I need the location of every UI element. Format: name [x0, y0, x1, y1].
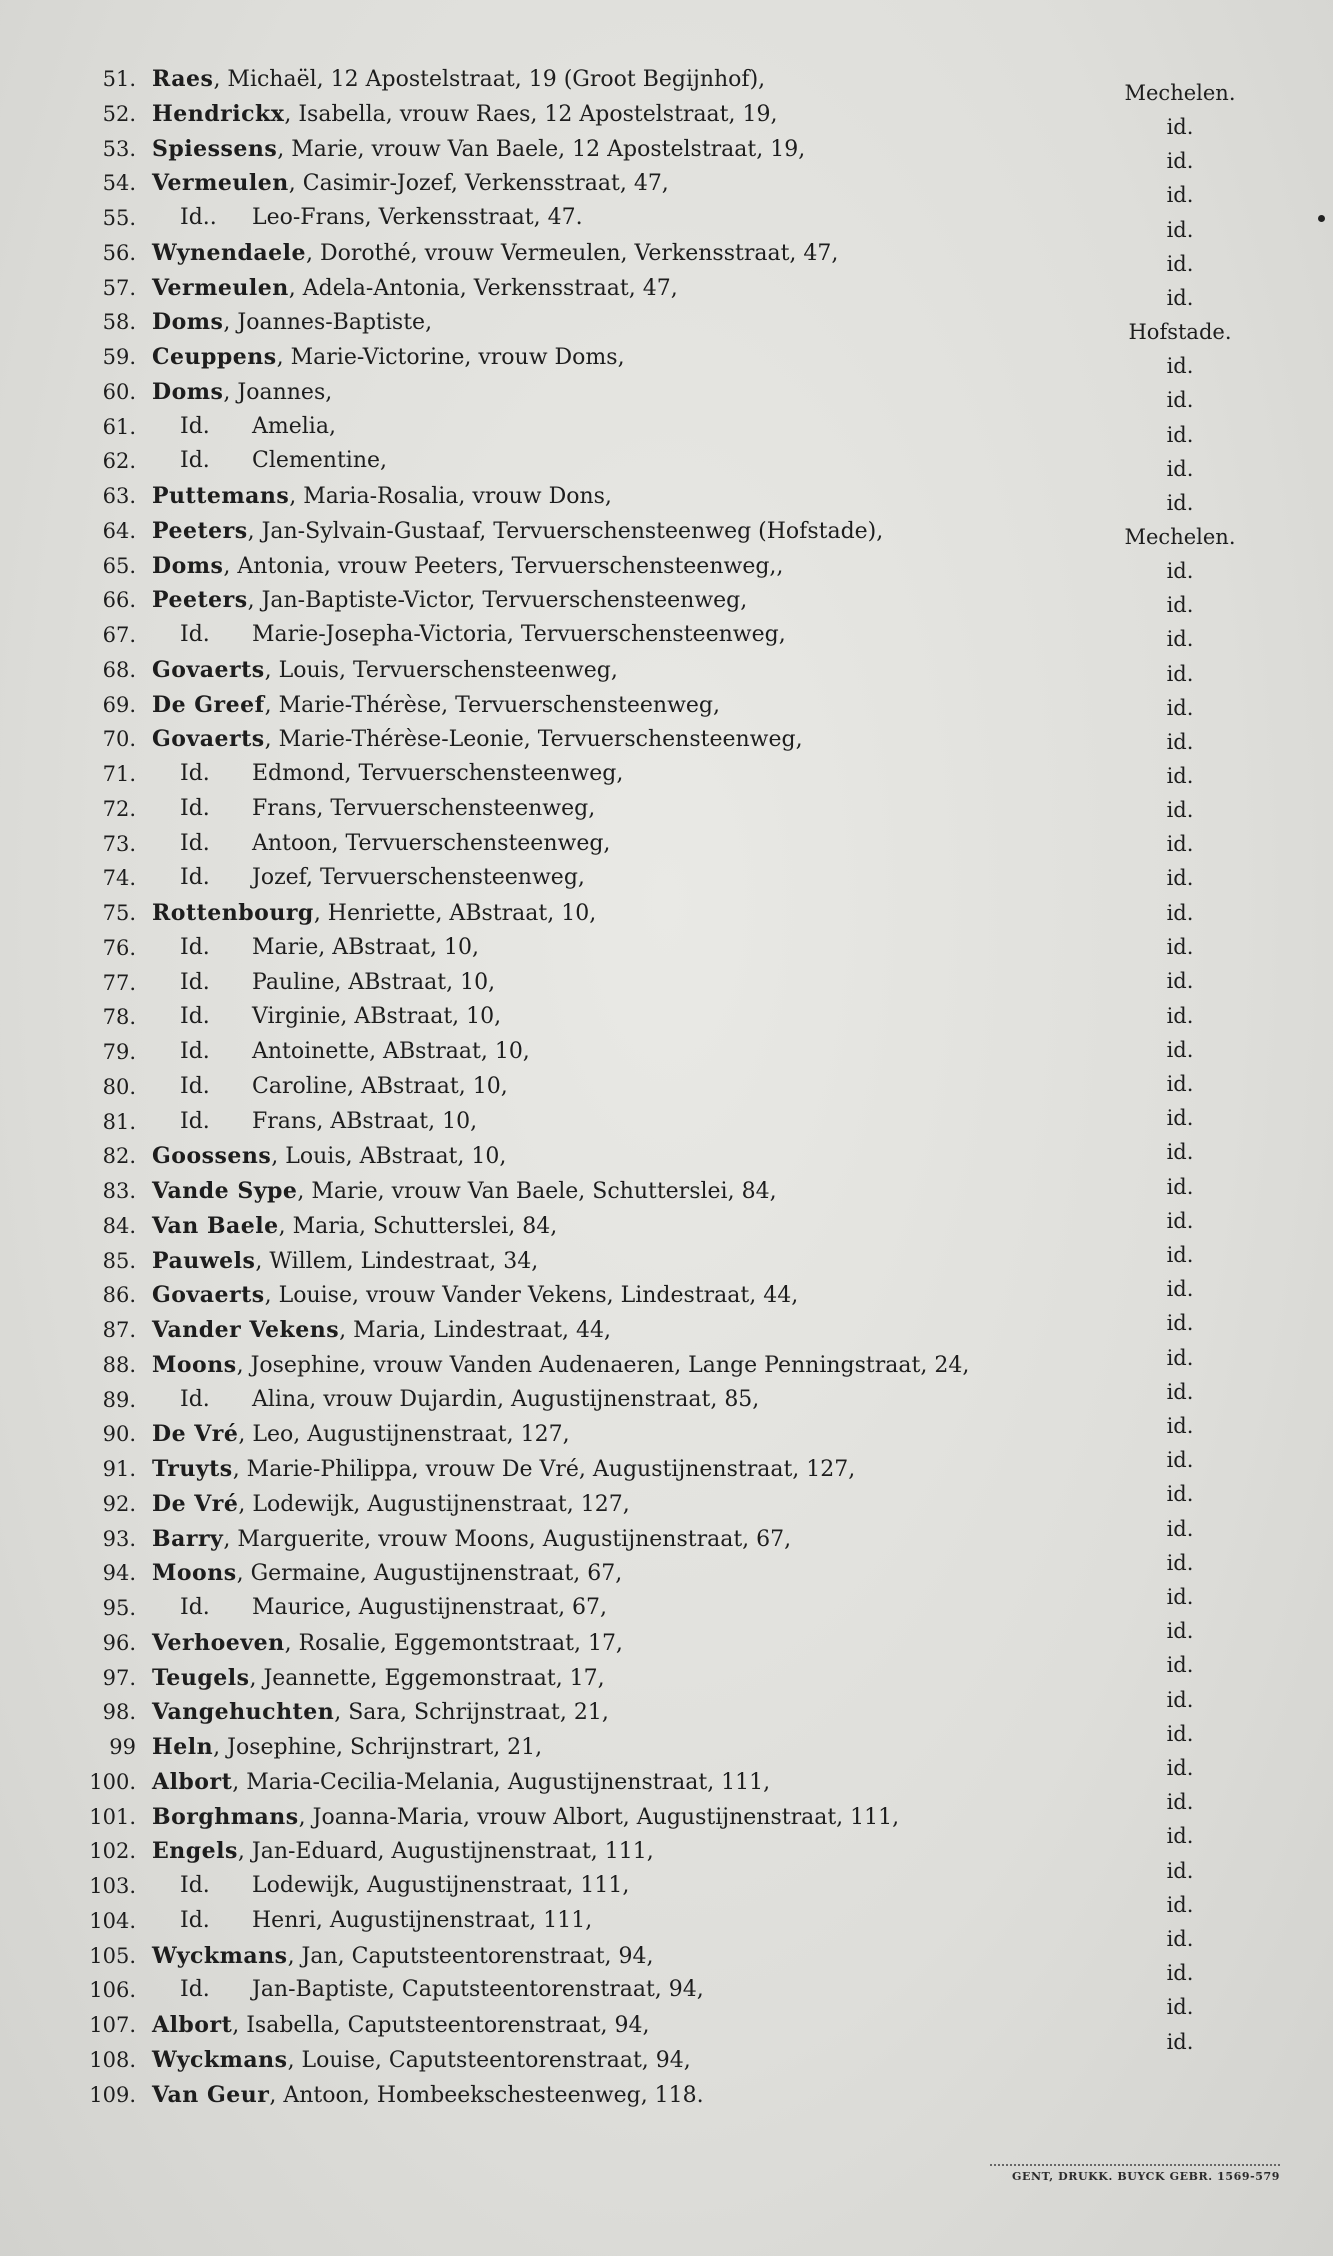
- entry-number: 75.: [102, 901, 136, 925]
- entry-place: id.: [1166, 1653, 1194, 1678]
- entry-number: 101.: [89, 1804, 136, 1829]
- entry-details: , Marie, vrouw Van Baele, Schutterslei, 84,: [297, 1179, 777, 1204]
- entry-number: 91.: [102, 1457, 136, 1481]
- entry-number: 73.: [102, 831, 136, 856]
- entry-id-prefix: Id.: [180, 622, 210, 647]
- entry-details: Jozef, Tervuerschensteenweg,: [252, 865, 585, 891]
- entry-number: 53.: [102, 136, 136, 161]
- entry-number: 69.: [102, 692, 136, 717]
- entry-row: [0, 2078, 1333, 2112]
- entry-text: [152, 375, 332, 410]
- entry-place: id.: [1166, 1243, 1194, 1267]
- entry-text: [152, 1000, 501, 1034]
- entry-place: id.: [1166, 1585, 1194, 1609]
- entry-text: [152, 1105, 477, 1139]
- entry-text: [152, 97, 777, 132]
- entry-surname: Albort: [152, 2012, 233, 2038]
- entry-id-prefix: Id.: [180, 795, 210, 821]
- entry-text: [152, 1209, 557, 1244]
- entry-surname: Ceuppens: [152, 344, 277, 370]
- entry-text: [152, 479, 612, 514]
- entry-place: id.: [1166, 1174, 1194, 1199]
- entry-surname: Albort: [152, 1768, 233, 1795]
- entry-surname: Verhoeven: [152, 1629, 285, 1656]
- entry-number: 100.: [89, 1769, 136, 1794]
- entry-details: , Joannes-Baptiste,: [223, 310, 433, 336]
- entry-place: id.: [1166, 1550, 1194, 1575]
- printer-imprint: GENT, DRUKK. BUYCK GEBR. 1569-579: [1012, 2170, 1281, 2183]
- entry-details: , Isabella, Caputsteentorenstraat, 94,: [232, 2013, 650, 2038]
- entry-number: 105.: [89, 1943, 136, 1968]
- entry-details: , Rosalie, Eggemontstraat, 17,: [284, 1630, 623, 1656]
- entry-text: [152, 340, 625, 375]
- entry-text: [152, 757, 623, 791]
- entry-text: [152, 514, 883, 549]
- entry-details: , Jan-Eduard, Augustijnenstraat, 111,: [237, 1839, 654, 1865]
- entry-number: 67.: [102, 623, 136, 647]
- entry-details: , Isabella, vrouw Raes, 12 Apostelstraat, 19,: [284, 101, 778, 127]
- entry-surname: Doms: [152, 309, 224, 336]
- entry-id-prefix: Id.: [180, 1907, 210, 1933]
- margin-dot: [1318, 215, 1325, 222]
- entry-place: id.: [1166, 798, 1194, 823]
- entry-surname: Heln: [152, 1734, 214, 1760]
- entry-number: 63.: [102, 484, 136, 508]
- entry-number: 81.: [102, 1109, 136, 1134]
- entry-text: [152, 722, 803, 757]
- entry-text: [152, 1626, 623, 1661]
- entry-text: [152, 861, 585, 895]
- entry-number: 70.: [102, 727, 136, 752]
- entry-text: [152, 2078, 704, 2113]
- entry-details: , Dorothé, vrouw Vermeulen, Verkensstraat, 47,: [305, 240, 839, 266]
- entry-text: [152, 444, 387, 478]
- entry-details: , Marie, vrouw Van Baele, 12 Apostelstraat, 19,: [277, 136, 806, 162]
- entry-number: 56.: [102, 240, 136, 265]
- entry-place: id.: [1166, 969, 1194, 994]
- entry-place: id.: [1166, 388, 1194, 413]
- entry-details: , Casimir-Jozef, Verkensstraat, 47,: [288, 171, 669, 197]
- entry-details: , Joannes,: [223, 379, 333, 405]
- entry-place: id.: [1166, 1003, 1194, 1028]
- entry-number: 52.: [102, 101, 136, 126]
- entry-place: Mechelen.: [1124, 81, 1236, 105]
- entry-place: id.: [1166, 354, 1194, 379]
- entry-number: 96.: [102, 1630, 136, 1655]
- entry-id-prefix: Id.: [180, 1595, 210, 1620]
- entry-place: id.: [1166, 490, 1194, 515]
- entry-details: Virginie, ABstraat, 10,: [252, 1004, 502, 1030]
- entry-details: Alina, vrouw Dujardin, Augustijnenstraat, 85,: [252, 1386, 760, 1412]
- entry-place: id.: [1166, 1482, 1194, 1507]
- entry-place: id.: [1166, 1516, 1194, 1541]
- entry-place: id.: [1166, 593, 1194, 618]
- entry-place: id.: [1166, 149, 1194, 174]
- entry-number: 97.: [102, 1665, 136, 1690]
- entry-surname: Wynendaele: [152, 239, 306, 266]
- entry-details: , Jan-Baptiste-Victor, Tervuerschensteenweg,: [247, 588, 748, 614]
- entry-surname: Barry: [152, 1525, 224, 1552]
- entry-text: [152, 1313, 611, 1348]
- entry-number: 82.: [102, 1144, 136, 1169]
- entry-surname: Goossens: [152, 1143, 272, 1170]
- entry-number: 84.: [102, 1213, 136, 1238]
- entry-number: 107.: [89, 2013, 136, 2037]
- entry-id-prefix: Id.: [180, 448, 210, 474]
- entry-text: [152, 132, 805, 167]
- entry-place: id.: [1166, 422, 1194, 447]
- entry-details: , Antonia, vrouw Peeters, Tervuerschensteenweg,,: [223, 553, 784, 579]
- entry-id-prefix: Id.: [180, 413, 210, 439]
- entry-surname: Vermeulen: [152, 274, 289, 301]
- entry-number: 95.: [102, 1596, 136, 1620]
- entry-text: [152, 792, 595, 826]
- entry-number: 98.: [102, 1700, 136, 1725]
- entry-details: Amelia,: [252, 413, 336, 439]
- entry-surname: Van Geur: [152, 2081, 270, 2108]
- entry-details: Leo-Frans, Verkensstraat, 47.: [252, 205, 583, 230]
- entry-number: 78.: [102, 1005, 136, 1030]
- entry-text: [152, 1244, 538, 1279]
- entry-text: [152, 1973, 704, 2007]
- entry-details: , Henriette, ABstraat, 10,: [313, 901, 597, 926]
- entry-text: [152, 410, 336, 444]
- entry-number: 54.: [102, 171, 136, 196]
- entry-text: [152, 653, 618, 688]
- entry-text: [152, 1383, 759, 1417]
- entry-place: Mechelen.: [1124, 524, 1236, 549]
- entry-place: id.: [1166, 832, 1194, 857]
- entry-number: 85.: [102, 1248, 136, 1273]
- entry-surname: Govaerts: [152, 1282, 265, 1309]
- entry-place: id.: [1166, 1721, 1194, 1746]
- entry-text: [152, 236, 838, 271]
- entry-details: Frans, Tervuerschensteenweg,: [252, 795, 596, 821]
- entry-details: , Leo, Augustijnenstraat, 127,: [238, 1422, 570, 1448]
- entry-place: id.: [1166, 1790, 1194, 1815]
- entry-number: 109.: [89, 2082, 136, 2107]
- entry-surname: Hendrickx: [152, 100, 285, 127]
- entry-id-prefix: Id.: [180, 1108, 210, 1134]
- entry-text: [152, 1591, 607, 1625]
- entry-details: Antoon, Tervuerschensteenweg,: [252, 830, 611, 856]
- entry-text: [152, 1035, 530, 1069]
- entry-details: , Jan, Caputsteentorenstraat, 94,: [287, 1943, 654, 1969]
- entry-surname: Pauwels: [152, 1247, 256, 1274]
- entry-text: [152, 305, 432, 340]
- entry-place: id.: [1166, 1927, 1194, 1951]
- entry-place: id.: [1166, 1995, 1194, 2020]
- entry-number: 71.: [102, 762, 136, 786]
- entry-number: 99: [109, 1735, 136, 1759]
- entry-place: id.: [1166, 183, 1194, 208]
- entry-details: , Louise, vrouw Vander Vekens, Lindestraat, 44,: [264, 1283, 799, 1309]
- entry-surname: Wyckmans: [152, 1942, 288, 1969]
- entry-number: 93.: [102, 1526, 136, 1551]
- entry-details: , Marguerite, vrouw Moons, Augustijnenstraat, 67,: [223, 1526, 792, 1552]
- entry-place: id.: [1166, 115, 1194, 140]
- entry-surname: Puttemans: [152, 483, 290, 509]
- entry-id-prefix: Id.: [180, 1004, 210, 1030]
- entry-text: [152, 166, 669, 201]
- entry-text: [152, 62, 765, 97]
- entry-text: [152, 271, 678, 306]
- entry-place: id.: [1166, 1379, 1194, 1404]
- entry-place: id.: [1166, 1311, 1194, 1336]
- entry-number: 90.: [102, 1422, 136, 1447]
- entry-number: 76.: [102, 935, 136, 960]
- entry-details: , Willem, Lindestraat, 34,: [255, 1248, 539, 1274]
- entry-surname: Govaerts: [152, 726, 265, 753]
- entry-text: [152, 1695, 609, 1730]
- entry-number: 74.: [102, 866, 136, 891]
- entry-id-prefix: Id.: [180, 865, 210, 891]
- entry-place: id.: [1166, 729, 1194, 754]
- entry-number: 60.: [102, 379, 136, 404]
- entry-surname: Rottenbourg: [152, 900, 314, 926]
- entry-details: , Maria-Rosalia, vrouw Dons,: [289, 484, 612, 509]
- entry-place: id.: [1166, 901, 1194, 925]
- entry-text: [152, 618, 786, 652]
- entry-place: id.: [1166, 764, 1194, 788]
- entry-text: [152, 2008, 649, 2043]
- entry-place: id.: [1166, 1140, 1194, 1165]
- entry-text: [152, 1869, 629, 1903]
- entry-place: id.: [1166, 2029, 1194, 2054]
- entry-surname: Truyts: [152, 1456, 233, 1482]
- entry-place: id.: [1166, 559, 1194, 584]
- entry-place: id.: [1166, 1345, 1194, 1370]
- entry-number: 58.: [102, 310, 136, 335]
- entry-surname: Peeters: [152, 587, 248, 614]
- entry-id-prefix: Id.: [180, 761, 210, 786]
- entry-place: id.: [1166, 1892, 1194, 1917]
- entry-details: , Louis, Tervuerschensteenweg,: [264, 657, 618, 683]
- entry-number: 61.: [102, 414, 136, 439]
- entry-place: id.: [1166, 1414, 1194, 1438]
- entry-details: , Maria, Schutterslei, 84,: [278, 1213, 558, 1239]
- entry-details: Lodewijk, Augustijnenstraat, 111,: [252, 1873, 630, 1898]
- entry-id-prefix: Id.: [180, 1386, 210, 1412]
- entry-place: id.: [1166, 1619, 1194, 1644]
- entry-details: , Marie-Thérèse-Leonie, Tervuerschensteenweg,: [264, 727, 803, 753]
- entry-place: id.: [1166, 1106, 1194, 1131]
- entry-place: id.: [1166, 1858, 1194, 1883]
- entry-number: 64.: [102, 518, 136, 543]
- entry-number: 59.: [102, 345, 136, 369]
- entry-number: 86.: [102, 1283, 136, 1308]
- entry-details: , Jeannette, Eggemonstraat, 17,: [249, 1665, 605, 1691]
- entry-surname: Wyckmans: [152, 2046, 288, 2073]
- entry-details: Henri, Augustijnenstraat, 111,: [252, 1907, 593, 1933]
- entry-place: id.: [1166, 1756, 1194, 1780]
- entry-details: , Lodewijk, Augustijnenstraat, 127,: [238, 1491, 630, 1517]
- entry-text: [152, 1522, 791, 1557]
- entry-number: 103.: [89, 1874, 136, 1898]
- entry-place: id.: [1166, 661, 1194, 686]
- entry-details: Frans, ABstraat, 10,: [252, 1108, 478, 1134]
- entry-details: Maurice, Augustijnenstraat, 67,: [252, 1595, 608, 1620]
- entry-place: id.: [1166, 1687, 1194, 1712]
- entry-details: Antoinette, ABstraat, 10,: [252, 1039, 530, 1064]
- entry-place: id.: [1166, 285, 1194, 310]
- entry-place: id.: [1166, 866, 1194, 891]
- entry-details: , Sara, Schrijnstraat, 21,: [334, 1700, 609, 1726]
- entry-place: id.: [1166, 217, 1194, 242]
- entry-details: , Jan-Sylvain-Gustaaf, Tervuerschensteenweg (Hofstade),: [247, 518, 884, 544]
- entry-text: [152, 1348, 969, 1383]
- entry-number: 79.: [102, 1040, 136, 1064]
- entry-number: 65.: [102, 553, 136, 578]
- entry-id-prefix: Id..: [180, 205, 217, 230]
- entry-text: [152, 1661, 605, 1696]
- entry-number: 83.: [102, 1179, 136, 1203]
- entry-details: , Adela-Antonia, Verkensstraat, 47,: [288, 275, 678, 301]
- footer-rule: [990, 2164, 1280, 2166]
- entry-number: 55.: [102, 206, 136, 230]
- entry-place: id.: [1166, 1277, 1194, 1302]
- entry-id-prefix: Id.: [180, 969, 210, 995]
- entry-details: , Joanna-Maria, vrouw Albort, Augustijnenstraat, 111,: [298, 1804, 900, 1830]
- entry-details: , Maria, Lindestraat, 44,: [339, 1318, 612, 1343]
- entry-number: 88.: [102, 1352, 136, 1377]
- entry-details: , Marie-Victorine, vrouw Doms,: [276, 345, 625, 370]
- entry-text: [152, 931, 479, 965]
- entry-text: [152, 549, 783, 584]
- entry-surname: Teugels: [152, 1664, 250, 1691]
- entry-number: 102.: [89, 1839, 136, 1864]
- entry-number: 89.: [102, 1387, 136, 1412]
- entry-details: Marie-Josepha-Victoria, Tervuerschensteenweg,: [252, 622, 786, 647]
- entry-text: [152, 1834, 654, 1869]
- entry-details: , Germaine, Augustijnenstraat, 67,: [236, 1561, 623, 1587]
- entry-number: 92.: [102, 1491, 136, 1516]
- entry-surname: Peeters: [152, 517, 248, 544]
- entry-text: [152, 1800, 899, 1835]
- entry-text: [152, 1556, 622, 1591]
- entry-number: 80.: [102, 1074, 136, 1099]
- entry-place: id.: [1166, 456, 1194, 481]
- entry-surname: Raes: [152, 66, 214, 92]
- entry-text: [152, 827, 610, 861]
- entry-surname: Borghmans: [152, 1803, 299, 1830]
- entry-id-prefix: Id.: [180, 830, 210, 856]
- entry-details: Clementine,: [252, 448, 387, 474]
- entry-id-prefix: Id.: [180, 934, 210, 960]
- entry-details: Pauline, ABstraat, 10,: [252, 969, 496, 995]
- entry-text: [152, 1139, 506, 1174]
- entry-surname: De Vré: [152, 1490, 239, 1517]
- entry-id-prefix: Id.: [180, 1977, 210, 2003]
- entry-text: [152, 1278, 798, 1313]
- entry-details: , Louise, Caputsteentorenstraat, 94,: [287, 2047, 691, 2073]
- entry-place: id.: [1166, 1824, 1194, 1849]
- entry-details: , Louis, ABstraat, 10,: [271, 1144, 507, 1170]
- entry-details: , Marie-Thérèse, Tervuerschensteenweg,: [264, 692, 720, 718]
- entry-number: 94.: [102, 1561, 136, 1586]
- entry-place: id.: [1166, 1961, 1194, 1986]
- entry-number: 87.: [102, 1318, 136, 1342]
- entry-place: Hofstade.: [1128, 320, 1232, 345]
- entry-details: Caroline, ABstraat, 10,: [252, 1073, 508, 1099]
- entry-text: [152, 1417, 570, 1452]
- entry-surname: Van Baele: [152, 1212, 279, 1239]
- entry-surname: De Vré: [152, 1421, 239, 1448]
- entry-details: , Maria-Cecilia-Melania, Augustijnenstraat, 111,: [232, 1769, 771, 1795]
- entry-text: [152, 966, 495, 1000]
- entry-details: Jan-Baptiste, Caputsteentorenstraat, 94,: [252, 1977, 704, 2003]
- entry-surname: De Greef: [152, 691, 265, 718]
- entry-text: [152, 1487, 630, 1522]
- entry-text: [152, 1174, 777, 1209]
- entry-id-prefix: Id.: [180, 1039, 210, 1064]
- entry-surname: Govaerts: [152, 656, 265, 683]
- entry-text: [152, 201, 583, 235]
- entry-text: [152, 1452, 855, 1487]
- entry-text: [152, 1730, 542, 1765]
- entry-details: , Josephine, vrouw Vanden Audenaeren, Lange Penningstraat, 24,: [236, 1352, 970, 1378]
- entry-surname: Doms: [152, 378, 224, 405]
- entry-number: 106.: [89, 1978, 136, 2003]
- entry-text: [152, 896, 596, 931]
- entry-text: [152, 1904, 592, 1938]
- entry-number: 77.: [102, 970, 136, 995]
- entry-surname: Vermeulen: [152, 170, 289, 197]
- entry-details: Edmond, Tervuerschensteenweg,: [252, 761, 624, 786]
- entry-place: id.: [1166, 627, 1194, 652]
- entry-number: 51.: [102, 67, 136, 91]
- entry-number: 72.: [102, 796, 136, 821]
- entry-number: 66.: [102, 588, 136, 613]
- entry-place: id.: [1166, 1072, 1194, 1096]
- entry-text: [152, 2043, 691, 2078]
- entry-surname: Spiessens: [152, 135, 278, 162]
- entry-number: 108.: [89, 2047, 136, 2072]
- entry-place: id.: [1166, 695, 1194, 720]
- entry-place: id.: [1166, 1208, 1194, 1233]
- entry-surname: Doms: [152, 552, 224, 579]
- entry-details: Marie, ABstraat, 10,: [252, 934, 479, 960]
- entry-text: [152, 1939, 654, 1974]
- entry-id-prefix: Id.: [180, 1873, 210, 1898]
- entry-id-prefix: Id.: [180, 1073, 210, 1099]
- entry-details: , Josephine, Schrijnstrart, 21,: [213, 1735, 543, 1760]
- entry-text: [152, 1765, 770, 1800]
- entry-text: [152, 688, 720, 723]
- entry-details: , Marie-Philippa, vrouw De Vré, Augustijnenstraat, 127,: [232, 1457, 856, 1482]
- entry-number: 68.: [102, 657, 136, 682]
- entry-details: , Antoon, Hombeekschesteenweg, 118.: [269, 2082, 704, 2108]
- entry-surname: Moons: [152, 1560, 237, 1587]
- entry-surname: Engels: [152, 1838, 238, 1865]
- entry-surname: Moons: [152, 1351, 237, 1378]
- entry-surname: Vangehuchten: [152, 1699, 335, 1726]
- entry-number: 57.: [102, 275, 136, 300]
- entry-place: id.: [1166, 251, 1194, 276]
- entry-number: 62.: [102, 449, 136, 474]
- entry-place: id.: [1166, 1448, 1194, 1473]
- entry-text: [152, 1070, 508, 1104]
- entry-text: [152, 583, 747, 618]
- entry-surname: Vander Vekens: [152, 1317, 340, 1343]
- entry-place: id.: [1166, 935, 1194, 960]
- entry-surname: Vande Sype: [152, 1178, 298, 1204]
- entry-details: , Michaël, 12 Apostelstraat, 19 (Groot Begijnhof),: [213, 67, 766, 92]
- entry-number: 104.: [89, 1908, 136, 1933]
- entry-place: id.: [1166, 1037, 1194, 1062]
